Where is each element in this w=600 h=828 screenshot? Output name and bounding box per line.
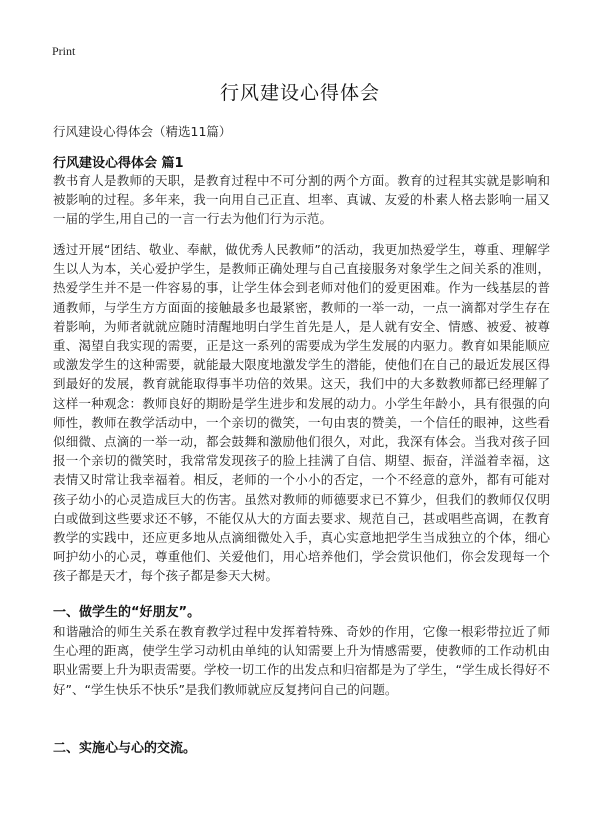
section-heading-1: 行风建设心得体会 篇1: [53, 156, 184, 171]
document-title: 行风建设心得体会: [219, 82, 380, 104]
document-subtitle: 行风建设心得体会（精选11篇）: [53, 124, 232, 139]
section-heading-2: 一、做学生的“好朋友”。: [53, 605, 201, 620]
paragraph-2: 透过开展“团结、敬业、奉献，做优秀人民教师”的活动，我更加热爱学生，尊重、理解学生以人为本，关心爱护学生，是教师正确处理与自己直接服务对象学生之间关系的准则，热爱学生并不是一件容易的事，让学生体会到老师对他们的爱更困难。作为一线基层的普通教师，与学生方方面面的接触最多也最紧密，教师的一举一动，一点一滴都对学生存在着影响，为师者就就应随时清醒地明白学生首先是人，是人就有安全、情感、被爱、被尊重、渴望自我实现的需要，正是这一系列的需要成为学生发展的内驱力。教育如果能顺应或激发学生的这种需要，就能最大限度地激发学生的潜能，使他们在自己的最近发展区得到最好的发展，教育就能取得事半功倍的效果。这天，我们中的大多数教师都已经理解了这样一种观念：教师良好的期盼是学生进步和发展的动力。小学生年龄小，具有很强的向师性，教师在教学活动中，一个亲切的微笑，一句由衷的赞美，一个信任的眼神，这些看似细微、点滴的一举一动，都会鼓舞和激励他们很久，对此，我深有体会。当我对孩子回报一个亲切的微笑时，我常常发现孩子的脸上挂满了自信、期望、振奋，洋溢着幸福，这表情又时常让我幸福着。相反，老师的一个小小的否定，一个不经意的意外，都有可能对孩子幼小的心灵造成巨大的伤害。虽然对教师的师德要求已不算少，但我们的教师仅仅明白或做到这些要求还不够，不能仅从大的方面去要求、规范自己，甚或唱些高调，在教育教学的实践中，还应更多地从点滴细微处入手，真心实意地把学生当成独立的个体，细心呵护幼小的心灵，尊重他们、关爱他们，用心培养他们，学会赏识他们，你会发现每一个孩子都是天才，每个孩子都是参天大树。: [53, 242, 550, 584]
paragraph-3: 和谐融洽的师生关系在教育教学过程中发挥着特殊、奇妙的作用，它像一根彩带拉近了师生心理的距离，使学生学习动机由单纯的认知需要上升为情感需要，使教师的工作动机由职业需要上升为职责需要。学校一切工作的出发点和归宿都是为了学生，“学生成长得好不好”、“学生快乐不快乐”是我们教师就应反复拷问自己的问题。: [53, 624, 550, 697]
paragraph-1: 教书育人是教师的天职，是教育过程中不可分割的两个方面。教育的过程其实就是影响和被影响的过程。多年来，我一向用自己正直、坦率、真诚、友爱的朴素人格去影响一届又一届的学生,用自己的一言一行去为他们行为示范。: [53, 173, 550, 227]
section-heading-3: 二、实施心与心的交流。: [53, 741, 197, 756]
print-label: Print: [52, 44, 76, 58]
